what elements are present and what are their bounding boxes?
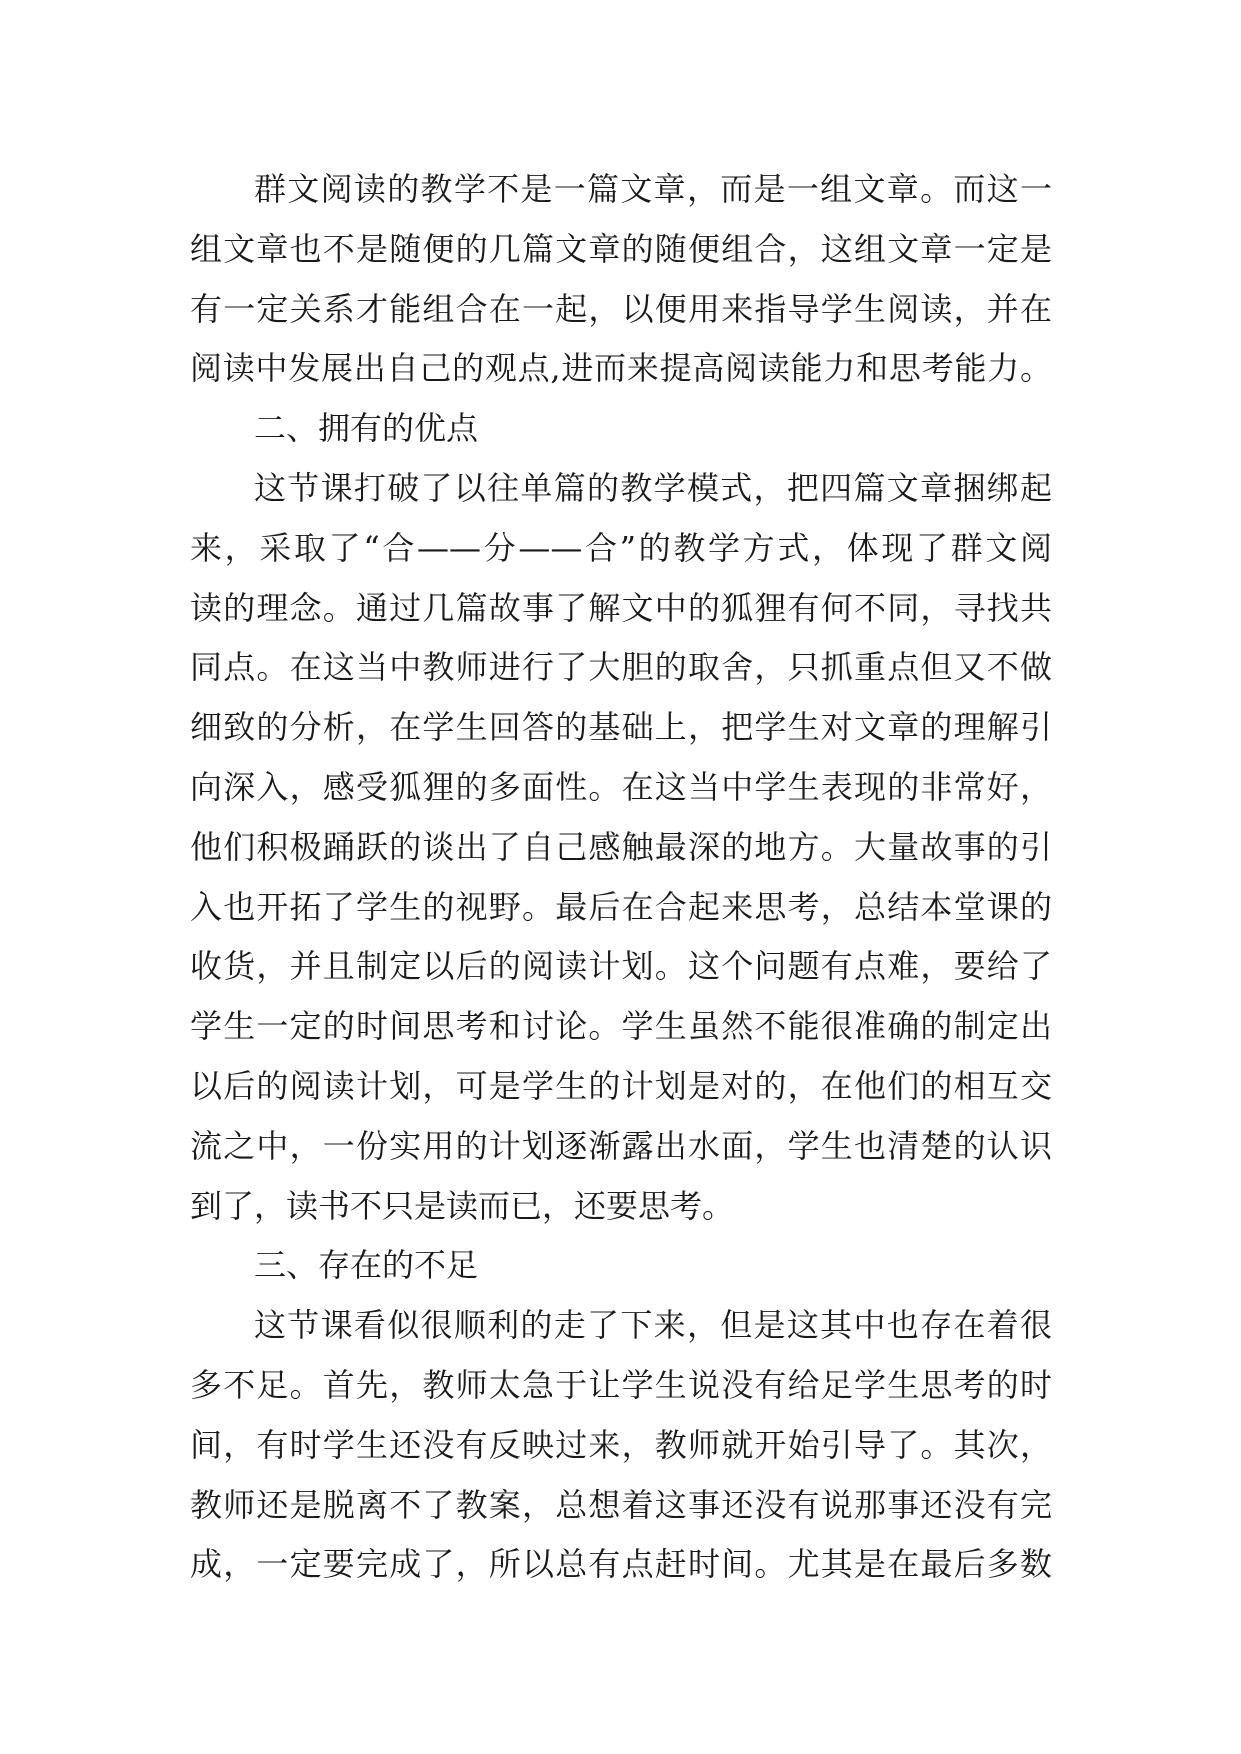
text-line: 同点。在这当中教师进行了大胆的取舍，只抓重点但又不做 [190,648,1052,687]
text-line: 阅读中发展出自己的观点,进而来提高阅读能力和思考能力。 [190,349,1052,388]
text-line: 有一定关系才能组合在一起，以便用来指导学生阅读，并在 [190,289,1052,328]
text-line: 他们积极踊跃的谈出了自己感触最深的地方。大量故事的引 [190,827,1052,866]
text-line: 教师还是脱离不了教案，总想着这事还没有说那事还没有完 [190,1485,1052,1524]
text-line: 多不足。首先，教师太急于让学生说没有给足学生思考的时 [190,1365,1052,1404]
document-body [190,160,1052,1595]
text-line: 学生一定的时间思考和讨论。学生虽然不能很准确的制定出 [190,1007,1052,1046]
text-line: 以后的阅读计划，可是学生的计划是对的，在他们的相互交 [190,1066,1052,1105]
text-line: 这节课看似很顺利的走了下来，但是这其中也存在着很 [254,1306,1052,1345]
text-line: 读的理念。通过几篇故事了解文中的狐狸有何不同，寻找共 [190,588,1052,627]
text-line: 流之中，一份实用的计划逐渐露出水面，学生也清楚的认识 [190,1126,1052,1165]
text-line: 向深入，感受狐狸的多面性。在这当中学生表现的非常好， [190,767,1052,806]
section-heading: 二、拥有的优点 [254,409,479,448]
text-line: 这节课打破了以往单篇的教学模式，把四篇文章捆绑起 [254,468,1052,507]
text-line: 成，一定要完成了，所以总有点赶时间。尤其是在最后多数 [190,1545,1052,1584]
text-line: 到了，读书不只是读而已，还要思考。 [190,1186,735,1225]
text-line: 组文章也不是随便的几篇文章的随便组合，这组文章一定是 [190,229,1052,268]
section-heading: 三、存在的不足 [254,1246,479,1285]
text-line: 细致的分析，在学生回答的基础上，把学生对文章的理解引 [190,708,1052,747]
text-line: 群文阅读的教学不是一篇文章，而是一组文章。而这一 [254,170,1052,208]
text-line: 收货，并且制定以后的阅读计划。这个问题有点难，要给了 [190,947,1052,986]
text-line: 入也开拓了学生的视野。最后在合起来思考，总结本堂课的 [190,887,1052,926]
text-line: 间，有时学生还没有反映过来，教师就开始引导了。其次， [190,1425,1052,1464]
text-line: 来，采取了“合——分——合”的教学方式，体现了群文阅 [190,528,1052,567]
